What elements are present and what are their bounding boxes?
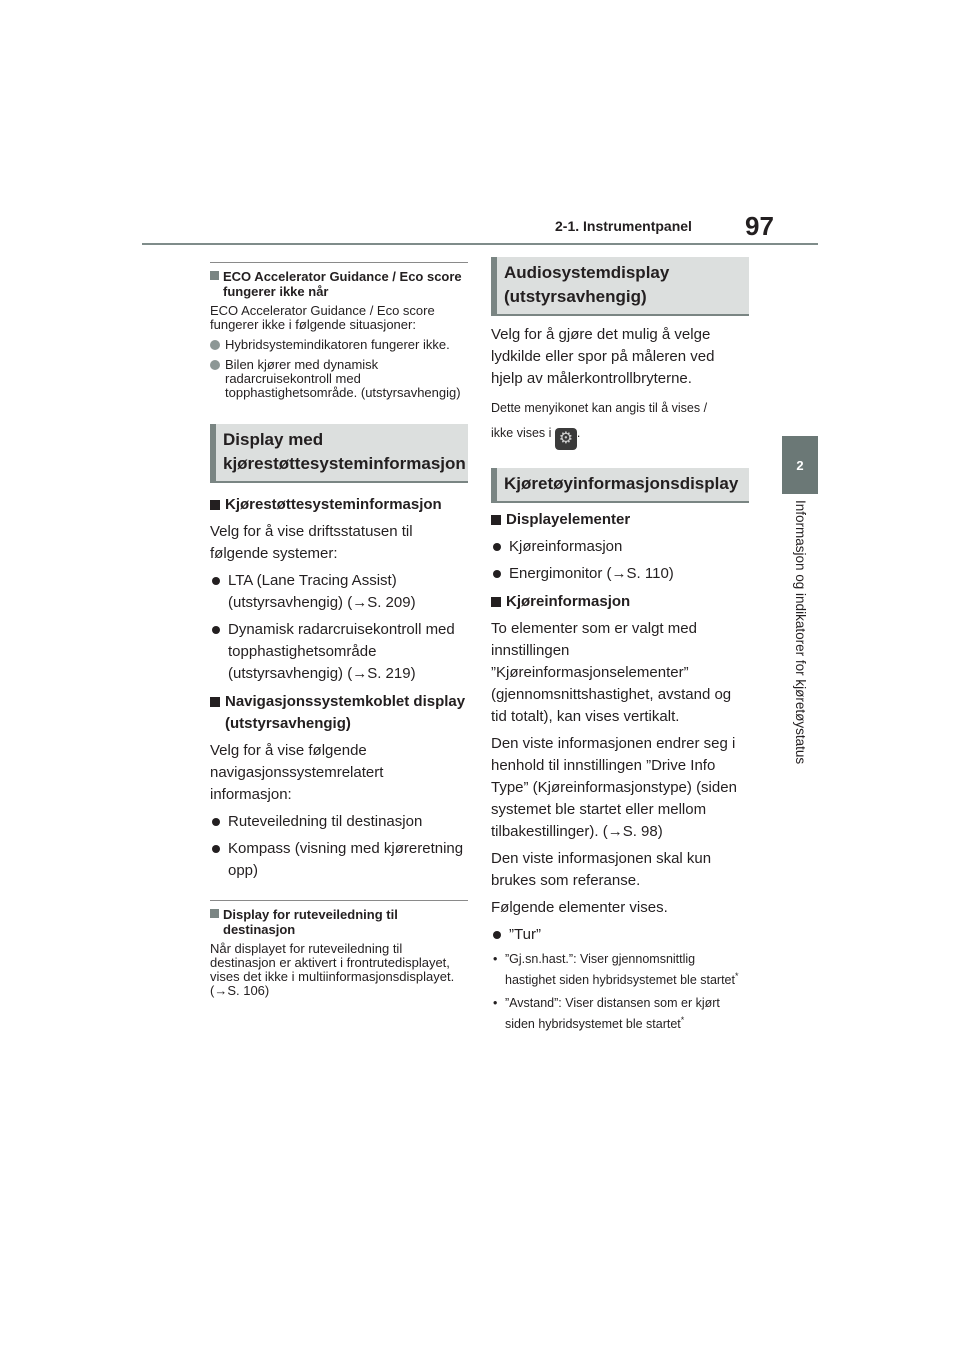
note-route [210, 900, 468, 998]
chapter-number: 2 [796, 457, 804, 473]
square-bullet-icon [210, 500, 220, 510]
bullet-item: Ruteveiledning til destinasjon [210, 811, 468, 833]
square-bullet-icon [210, 271, 219, 280]
bullet-item: Dynamisk radarcruisekontroll med topphastighetsområde (utstyrsavhengig) (→S. 219) [210, 619, 468, 685]
left-column [210, 262, 468, 998]
bullet-item: Energimonitor (→S. 110) [491, 563, 749, 585]
bullet-dot-icon [212, 818, 220, 826]
body-text: Velg for å vise følgende navigasjonssystemrelatert informasjon: [210, 742, 384, 803]
note-title: ECO Accelerator Guidance / Eco score fungerer ikke når [210, 269, 468, 299]
chapter-side-label [788, 500, 812, 820]
square-bullet-icon [491, 515, 501, 525]
chapter-side-text: Informasjon og indikatorer for kjøretøystatus [793, 500, 808, 765]
note-title: Display for ruteveiledning til destinasjon [210, 907, 468, 937]
section-heading-box: Display med kjørestøttesysteminformasjon [210, 424, 468, 483]
bullet-item: ”Tur” [491, 924, 749, 946]
gear-icon: ⚙ [555, 428, 577, 450]
section-heading-box: Audiosystemdisplay (utstyrsavhengig) [491, 257, 749, 316]
section-heading-box: Kjøretøyinformasjonsdisplay [491, 468, 749, 503]
note-rule [210, 900, 468, 901]
footnote-asterisk: * [734, 971, 739, 981]
chapter-tab [782, 436, 818, 494]
note-text: ECO Accelerator Guidance / Eco score fungerer ikke i følgende situasjoner: [210, 303, 435, 332]
body-text: To elementer som er valgt med innstillingen ”Kjøreinformasjonselementer” (gjennomsnittshastighet, avstand og tid totalt), kan vises vertikalt. [491, 620, 732, 725]
subheading: Navigasjonssystemkoblet display (utstyrsavhengig) [210, 691, 468, 735]
subheading: Displayelementer [491, 509, 749, 531]
small-bullet-mark: • [493, 996, 498, 1011]
note-eco [210, 262, 468, 400]
bullet-dot-icon [212, 845, 220, 853]
bullet-item: Kompass (visning med kjøreretning opp) [210, 838, 468, 882]
square-bullet-icon [210, 909, 219, 918]
body-text: Følgende elementer vises. [491, 899, 668, 916]
bullet-dot-icon [212, 626, 220, 634]
small-text: Dette menyikonet kan angis til å vises / [491, 401, 708, 415]
small-bullet-item: • ”Avstand”: Viser distansen som er kjørt siden hybridsystemet ble startet* [493, 996, 720, 1032]
section-title: 2-1. Instrumentpanel [555, 218, 692, 234]
subheading: Kjøreinformasjon [491, 591, 749, 613]
footnote-asterisk: * [680, 1015, 685, 1026]
bullet-dot-icon [493, 931, 501, 939]
body-text: Den viste informasjonen endrer seg i henhold til innstillingen ”Drive Info Type” (Kjøreinformasjonstype) (siden systemet ble startet eller mellom tilbakestillinger). (→S. 98) [491, 735, 737, 840]
page-number: 97 [745, 211, 774, 241]
square-bullet-icon [210, 697, 220, 707]
bullet-dot-icon [493, 543, 501, 551]
note-text: Når displayet for ruteveiledning til destinasjon er aktivert i frontrutedisplayet, vises det ikke i multiinformasjonsdisplayet. (→S. 106) [210, 941, 455, 998]
note-bullet: Bilen kjører med dynamisk radarcruisekontroll med topphastighetsområde. (utstyrsavhengig) [210, 358, 468, 400]
circle-bullet-icon [210, 360, 220, 370]
square-bullet-icon [491, 597, 501, 607]
note-bullet: Hybridsystemindikatoren fungerer ikke. [210, 338, 468, 352]
small-bullet-item: • ”Gj.sn.hast.”: Viser gjennomsnittlig hastighet siden hybridsystemet ble startet* [493, 952, 739, 988]
right-column [491, 257, 749, 1033]
body-text: Velg for å gjøre det mulig å velge lydkilde eller spor på måleren ved hjelp av målerkontrollbryterne. [491, 326, 715, 387]
small-bullet-mark: • [493, 952, 498, 966]
bullet-item: LTA (Lane Tracing Assist) (utstyrsavhengig) (→S. 209) [210, 570, 468, 614]
bullet-item: Kjøreinformasjon [491, 536, 749, 558]
note-rule [210, 262, 468, 263]
body-text: Den viste informasjonen skal kun brukes som referanse. [491, 850, 712, 889]
small-text-line: ikke vises i ⚙ . [491, 425, 749, 450]
bullet-dot-icon [493, 570, 501, 578]
bullet-dot-icon [212, 577, 220, 585]
subheading: Kjørestøttesysteminformasjon [210, 494, 468, 516]
body-text: Velg for å vise driftsstatusen til følgende systemer: [210, 523, 413, 562]
header-rule [142, 243, 818, 245]
circle-bullet-icon [210, 340, 220, 350]
